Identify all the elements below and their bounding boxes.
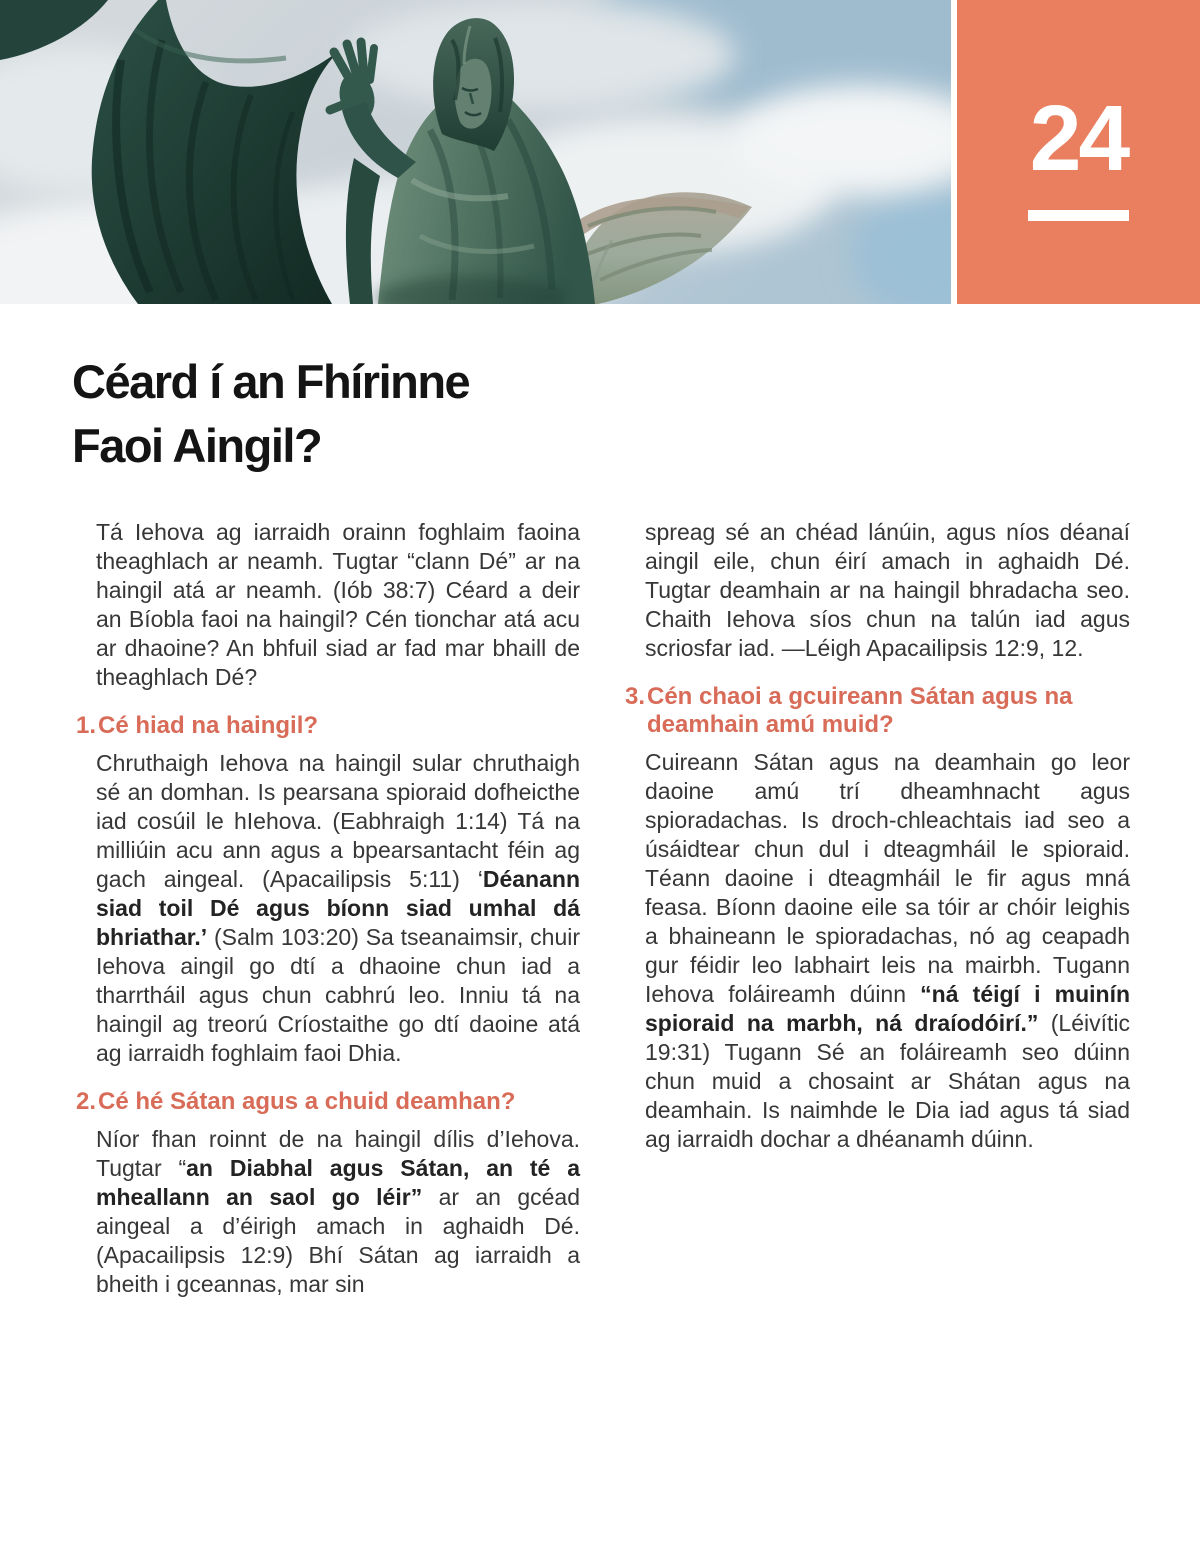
question-number: 3. bbox=[625, 683, 646, 710]
chapter-underline bbox=[1028, 210, 1129, 221]
page-title-line-2: Faoi Aingil? bbox=[72, 419, 322, 472]
text-segment: Níor fhan roinnt de na haingil dílis d’Iehova. Tugtar “ bbox=[96, 1126, 580, 1181]
question-heading bbox=[76, 712, 580, 740]
text-segment: spreag sé an chéad lánúin, agus níos déanaí aingil eile, chun éirí amach in aghaidh Dé. Tugtar deamhain ar na haingil bhradacha seo. Chaith Iehova síos chun na talún iad agus scriosfar iad. —Léigh Apacailipsis 12:9, 12. bbox=[645, 519, 1130, 661]
question-text: Cé hé Sátan agus a chuid deamhan? bbox=[98, 1088, 516, 1115]
bold-scripture-quote: Déanann siad toil Dé agus bíonn siad umhal dá bhriathar.’ bbox=[96, 866, 580, 950]
page-title bbox=[72, 350, 1200, 478]
chapter-number: 24 bbox=[1029, 86, 1128, 190]
page-title-line-1: Céard í an Fhírinne bbox=[72, 355, 470, 408]
columns-container bbox=[76, 518, 1130, 1299]
bold-scripture-quote: “ná téigí i muinín spioraid na marbh, ná draíodóirí.” bbox=[645, 981, 1131, 1036]
chapter-badge bbox=[957, 0, 1200, 304]
text-segment: Chruthaigh Iehova na haingil sular chruthaigh sé an domhan. Is pearsana spioraid dofheicthe iad cosúil le hIehova. (Eabhraigh 1:14) Tá na milliúin acu ann agus a bpearsantacht féin ag gach aingeal. (Apacailipsis 5:11) ‘ bbox=[96, 750, 580, 892]
body-paragraph bbox=[625, 518, 1130, 663]
text-segment: Tá Iehova ag iarraidh orainn foghlaim faoina theaghlach ar neamh. Tugtar “clann Dé” ar na haingil atá ar neamh. (Iób 38:7) Céard a deir an Bíobla faoi na haingil? Cén tionchar atá acu ar dhaoine? An bhfuil siad ar fad mar bhaill de theaghlach Dé? bbox=[96, 519, 580, 690]
hero-section bbox=[0, 0, 1200, 304]
text-segment: ar an gcéad aingeal a d’éirigh amach in aghaidh Dé. (Apacailipsis 12:9) Bhí Sátan ag iarraidh a bheith i gceannas, mar sin bbox=[96, 1184, 580, 1297]
question-heading bbox=[625, 683, 1130, 739]
column-right bbox=[625, 518, 1130, 1299]
text-segment: (Salm 103:20) Sa tseanaimsir, chuir Iehova aingil go dtí a dhaoine chun iad a tharrtháil agus chun cabhrú leo. Inniu tá na haingil ag treorú Críostaithe go dtí daoine atá ag iarraidh foghlaim faoi Dhia. bbox=[96, 924, 580, 1066]
intro-paragraph bbox=[76, 518, 580, 692]
question-number: 2. bbox=[76, 1088, 97, 1115]
body-paragraph bbox=[76, 749, 580, 1068]
text-segment: Cuireann Sátan agus na deamhain go leor daoine amú trí dheamhnacht agus spioradachas. Is droch-chleachtais iad seo a úsáidtear chun dul i dteagmháil le spioraid. Téann daoine i dteagmháil le fir agus mná feasa. Bíonn daoine eile sa tóir ar chóir leighis a bhaineann le spioradachas, nó ag ceapadh gur féidir leo labhairt leis na mairbh. Tugann Iehova foláireamh dúinn bbox=[645, 749, 1130, 1007]
text-segment: (Léivític 19:31) Tugann Sé an foláireamh seo dúinn chun muid a chosaint ar Shátan agus na deamhain. Is naimhde le Dia iad agus tá siad ag iarraidh dochar a dhéanamh dúinn. bbox=[645, 1010, 1130, 1152]
question-text: Cén chaoi a gcuireann Sátan agus na deamhain amú muid? bbox=[647, 683, 1073, 738]
angel-statue-photo bbox=[0, 0, 951, 304]
question-text: Cé hiad na haingil? bbox=[98, 712, 319, 739]
bold-scripture-quote: an Diabhal agus Sátan, an té a mheallann an saol go léir” bbox=[96, 1155, 580, 1210]
column-left bbox=[76, 518, 580, 1299]
question-number: 1. bbox=[76, 712, 97, 739]
question-heading bbox=[76, 1088, 580, 1116]
statue-head bbox=[433, 18, 514, 151]
body-paragraph bbox=[76, 1125, 580, 1299]
body-paragraph bbox=[625, 748, 1130, 1154]
